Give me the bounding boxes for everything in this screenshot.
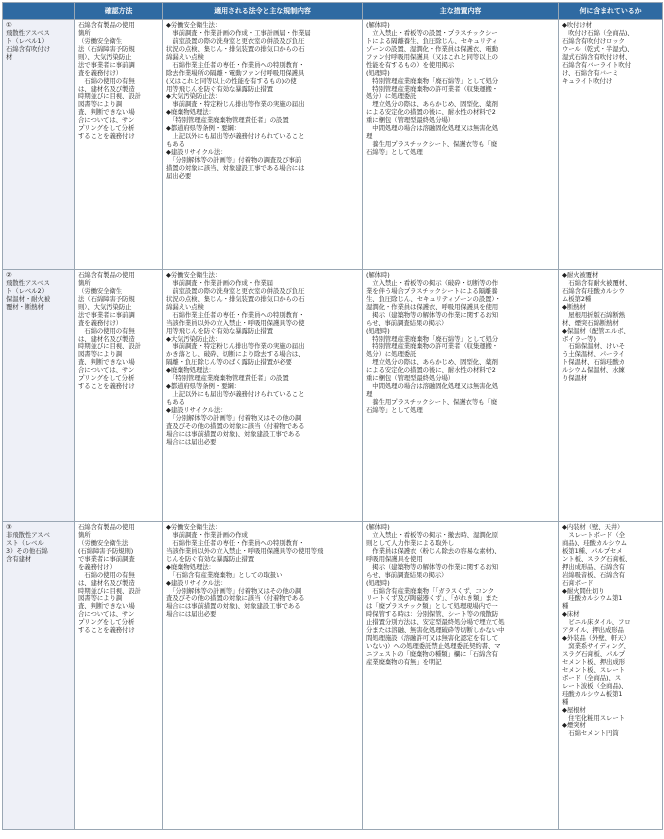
contained-text-line: 石綿含有バーライト吹付 — [562, 60, 632, 69]
contained-text-line: 石綿含有耐火被覆材、 — [562, 278, 632, 287]
check-method-cell — [75, 522, 163, 830]
law-text-line: 「石綿含有産業廃棄物」としての取扱い — [166, 570, 283, 579]
measure-text-line: 養生用プラスチックシート、保護衣等も「廃 — [366, 140, 498, 149]
check-text-line: 査を義務付け） — [78, 318, 123, 327]
contained-text-line: 石綿保温材、けいそ — [562, 342, 625, 351]
law-text-line: 除去作業場所の隔離・電動ファン付呼吸用保護具 — [166, 68, 305, 77]
contained-text-line: アタイル、押出成形品 — [562, 626, 624, 635]
check-text-line: 法（石綿障害予防規 — [78, 44, 135, 53]
measure-text-line: 立入禁止・看板等の掲示・撤去時、湿潤化原 — [366, 530, 499, 539]
measure-text-line: (処理時) — [366, 326, 390, 335]
check-text-line: 図書等により調 — [78, 594, 123, 603]
contained-text-line: ム板第2種 — [562, 294, 592, 303]
measure-text-line: 理 — [366, 390, 373, 399]
category-label-line: 材 — [6, 52, 13, 61]
check-text-line: は、建材名及び製造 — [78, 334, 135, 343]
law-text-line: 事前調査・作業計画の作成 — [166, 530, 248, 539]
law-text-line: ◆建設リサイクル法： — [166, 578, 227, 587]
category-cell — [3, 522, 75, 830]
measure-text-line: 立入禁止・看板等の掲示（破砕・切断等の作 — [366, 278, 499, 287]
law-text-line: 「分別解体等の計画等」付着物又はその他の調 — [166, 413, 302, 422]
law-text-line: ◆都道府県等条例・要綱： — [166, 124, 241, 133]
contained-text-line: 珪酸カルシウム第1 — [562, 594, 623, 603]
law-text-line: 場合には事前措置の対象)、対象建設工事である — [166, 429, 301, 438]
contained-in-cell — [559, 20, 663, 270]
contained-text-line: 石膏ボード — [562, 578, 594, 587]
check-method-cell — [75, 270, 163, 522]
law-text-line: ◆大気汚染防止法： — [166, 92, 222, 101]
law-text-line: (又はこれと同等以上の性能を有するもの)の使 — [166, 76, 297, 85]
check-text-line: 図書等により調 — [78, 100, 123, 109]
measure-text-line: 業を伴う場合プラスチックシートによる隔離養 — [366, 286, 498, 295]
check-text-line: 石綿の使用の有無 — [78, 76, 135, 85]
measure-text-line: 呼吸用保護具を使用 — [366, 554, 423, 563]
measure-text-line: 立入禁止・看板等の設置・プラスチックシー — [366, 28, 498, 37]
law-text-line: ◆労働安全衛生法： — [166, 21, 222, 29]
category-label-line: ト（レベル2） — [6, 286, 48, 295]
measure-text-line: ニフェストの「廃棄物の種類」欄に「石綿含有 — [366, 650, 498, 658]
check-text-line: プリングをして分析 — [78, 374, 135, 383]
header-row — [3, 3, 663, 20]
measure-text-line: 性能を有するもの）を使用掲示 — [366, 60, 455, 69]
law-text-line: 石綿作業主任者の専任・作業員への特別教育・ — [166, 538, 305, 547]
contained-text-line: ト保温材、石綿珪酸カ — [562, 358, 625, 367]
contained-text-line: 珪酸カルシウム板第1 — [562, 689, 623, 698]
check-text-line: 時期並びに目視、設計 — [78, 342, 141, 351]
table-row — [3, 20, 663, 270]
measure-text-line: ファン付呼吸用保護具（又はこれと同等以上の — [366, 52, 498, 61]
contained-text-line: セメント板、スレート — [562, 665, 625, 674]
law-text-line: 「分別解体等の計画等」付着物の調査及び事前 — [166, 155, 302, 164]
check-text-line: で事業者に事前調査 — [78, 554, 135, 563]
contained-text-line: ◆屋根材 — [562, 705, 586, 714]
check-text-line: 石綿含有製品の使用 — [78, 523, 135, 531]
category-label-line: ト（レベル1） — [6, 36, 48, 45]
law-text-line: 上記以外にも届出等が義務付けられていること — [166, 132, 305, 141]
contained-text-line: け、石綿含有バーミ — [562, 68, 619, 77]
check-text-line: 石綿含有製品の使用 — [78, 21, 135, 29]
law-text-line: 「分別解体等の計画等」付着物又はその他の調 — [166, 586, 302, 595]
measure-text-line: ゾーンの設置、湿潤化・作業員は保護衣、電動 — [366, 44, 498, 53]
check-text-line: 査、判断できない場 — [78, 108, 135, 117]
check-text-line: 合については、サン — [78, 366, 135, 375]
header-main-measures: 主な措置内容 — [363, 3, 559, 20]
main-measures-cell — [363, 522, 559, 830]
category-label-line: 3）その他石綿 — [6, 546, 48, 555]
law-text-line: 場合には届出必要 — [166, 610, 217, 619]
law-text-line: ◆廃棄物処理法： — [166, 366, 215, 375]
measure-text-line: 掲示（建築物等の解体等の作業に関するお知 — [366, 310, 499, 319]
contained-text-line: ビニル床タイル、フロ — [562, 618, 631, 627]
check-text-line: プリングをして分析 — [78, 124, 135, 133]
contained-text-line: セメント板、押出成形 — [562, 657, 625, 666]
measure-text-line: 湿潤化・作業員は保護衣、呼吸用保護具を使用 — [366, 302, 499, 311]
check-text-line: 則）、大気汚染防止 — [78, 302, 132, 311]
measure-text-line: 止措置分別方法は、安定型最終処分場で埋立て処 — [366, 618, 505, 627]
check-text-line: 法で事業者に事前調 — [78, 310, 135, 319]
law-text-line: 状況の点検、集じん・排気装置の排気口からの石 — [166, 294, 305, 303]
law-text-line: 措置の対象に該当、対象建設工事である場合には — [166, 163, 305, 172]
contained-text-line: ◆断熱材 — [562, 302, 586, 311]
header-applicable-law: 適用される法令と主な規制内容 — [163, 3, 363, 20]
contained-text-line: ◆床材 — [562, 610, 580, 619]
asbestos-regulation-table — [2, 2, 663, 830]
law-text-line: ◆建設リサイクル法： — [166, 405, 227, 414]
law-text-line: ◆労働安全衛生法： — [166, 523, 222, 531]
law-text-line: ◆都道府県等条例・要綱： — [166, 382, 241, 391]
contained-text-line: ント板、スラグ石膏板、 — [562, 554, 632, 563]
check-text-line: 合については、サン — [78, 610, 135, 619]
law-text-line: 用等飛じんを防ぐ有効な暴露防止措置 — [166, 326, 273, 335]
measure-text-line: 作業員は保護衣（粉じん除去の容易な素材)、 — [366, 546, 501, 555]
measure-text-line: (処理時) — [366, 578, 390, 587]
category-label-line: 飛散性アスベス — [6, 28, 50, 37]
measure-text-line: 掲示（建築物等の解体等の作業に関するお知 — [366, 562, 499, 571]
measure-text-line: 石綿含有産業廃棄物「「ガラスくず、コンク — [366, 586, 495, 595]
contained-text-line: レート波板（全商品)、 — [562, 681, 628, 690]
measure-text-line: (解体時) — [366, 523, 390, 531]
check-text-line: 箇所 — [78, 278, 91, 287]
contained-text-line: スラグ石膏板、パルプ — [562, 650, 625, 658]
check-text-line: は、建材名及び製造 — [78, 84, 135, 93]
category-label-line: 覆材・断熱材 — [6, 302, 44, 311]
measure-text-line: 理 — [366, 132, 373, 141]
contained-text-line: ◆耐火間仕切り — [562, 586, 605, 595]
contained-text-line: ◆耐火被覆材 — [562, 271, 599, 279]
measure-text-line: 間処理施設（溶融許可又は無害化認定を有して — [366, 634, 499, 643]
law-text-line: 隔離・負圧除じん等のばく露防止措置が必要 — [166, 358, 292, 367]
measure-text-line: による安定化の措置の後に、耐水性の材料で2 — [366, 108, 496, 117]
contained-text-line: ◆内装材（壁、天井） — [562, 523, 624, 531]
check-text-line: 査を義務付け） — [78, 68, 123, 77]
header-contained-in: 何に含まれているか — [559, 3, 663, 20]
law-text-line: 当該作業員以外の立入禁止・呼吸用保護具等の使 — [166, 318, 305, 327]
measure-text-line: 処分）に処理委託 — [366, 350, 417, 359]
table-row — [3, 270, 663, 522]
law-text-line: じんを防ぐ有効な暴露防止措置 — [166, 554, 255, 563]
measure-text-line: リートくず及び陶磁器くず」、「がれき類」また — [366, 594, 498, 603]
measure-text-line: 特別管理産業廃棄物の許可業者（収集運搬・ — [366, 84, 499, 93]
check-text-line: 図書等により調 — [78, 350, 123, 359]
check-text-line: （労働安全衛生 — [78, 36, 123, 45]
measure-text-line: らせ、事前調査結果の掲示） — [366, 570, 448, 579]
contained-text-line: 石綿含有吹付けロック — [562, 36, 625, 45]
contained-text-line: う土保温材、パーライ — [562, 350, 625, 359]
measure-text-line: 重に梱包（管理型最終処分場） — [366, 116, 455, 125]
header-check-method: 確認方法 — [75, 3, 163, 20]
law-text-line: ◆廃棄物処理法： — [166, 562, 215, 571]
measure-text-line: 分または溶融、無害化処理破砕等切断しかない中 — [366, 626, 505, 635]
check-text-line: 石綿の使用の有無 — [78, 570, 135, 579]
contained-text-line: り保温材 — [562, 374, 588, 383]
applicable-law-cell — [163, 270, 363, 522]
measure-text-line: による安定化の措置の後に、耐水性の材料で2 — [366, 366, 496, 375]
check-text-line: 法で事業者に事前調 — [78, 60, 135, 69]
law-text-line: 前室設置の際の洗身室と更衣室の併設及び負圧 — [166, 36, 305, 45]
contained-text-line: ◆煙突材 — [562, 721, 586, 730]
contained-text-line: スレートボード（全 — [562, 530, 625, 539]
contained-text-line: 石綿含有珪酸カルシウ — [562, 286, 625, 295]
category-number: ① — [6, 21, 12, 29]
contained-text-line: 岩綿吸音板、石綿含有 — [562, 570, 625, 579]
measure-text-line: 特別管理産業廃棄物「廃石綿等」として処分 — [366, 76, 499, 85]
category-label-line: 石綿含有吹付け — [6, 44, 51, 53]
contained-text-line: 押出成形品、石綿含有 — [562, 562, 625, 571]
contained-text-line: 商品)、珪酸カルシウム — [562, 538, 628, 547]
contained-in-cell — [559, 522, 663, 830]
law-text-line: 上記以外にも届出等が義務付けられていること — [166, 390, 305, 399]
category-label-line: 非飛散性アスベ — [6, 530, 50, 539]
law-text-line: 届出必要 — [166, 171, 192, 180]
law-text-line: 査及びその他の措置の対象に該当（付着物である — [166, 594, 305, 603]
category-label-line: スト（レベル — [6, 538, 44, 547]
law-text-line: ◆廃棄物処理法： — [166, 108, 215, 117]
contained-text-line: 湿式石綿含有吹付け材、 — [562, 52, 632, 61]
measure-text-line: 養生用プラスチックシート、保護衣等も「廃 — [366, 398, 498, 406]
contained-text-line: 板第1種、パルプセメ — [562, 546, 623, 555]
law-text-line: 前室設置の際の洗身室と更衣室の併設及び負圧 — [166, 286, 305, 295]
category-label-line: 保温材・耐火被 — [6, 294, 51, 303]
main-measures-cell — [363, 270, 559, 522]
contained-text-line: 窯業系サイディング、 — [562, 642, 630, 651]
contained-text-line: ◆保温材（配管エルボ、 — [562, 326, 630, 335]
contained-in-cell — [559, 270, 663, 522]
category-number: ② — [6, 271, 12, 279]
measure-text-line: らせ、事前調査結果の掲示） — [366, 318, 448, 327]
check-text-line: 則）、大気汚染防止 — [78, 52, 132, 61]
measure-text-line: いない)）への処理委託禁止処理委託契約書、マ — [366, 642, 501, 651]
check-text-line: 石綿の使用の有無 — [78, 326, 135, 335]
measure-text-line: 中間処理の場合は溶融固化処理又は無害化処 — [366, 124, 499, 133]
law-text-line: もある — [166, 140, 185, 149]
measure-text-line: 特別管理産業廃棄物の許可業者（収集運搬・ — [366, 342, 499, 351]
law-text-line: 綿漏えい点検 — [166, 302, 204, 311]
check-text-line: を義務付け） — [78, 562, 116, 571]
measure-text-line: 埋立処分の際は、あらかじめ、固型化、薬剤 — [366, 100, 498, 109]
law-text-line: 状況の点検、集じん・排気装置の排気口からの石 — [166, 44, 305, 53]
measure-text-line: 産業廃棄物の有無」を明記 — [366, 657, 442, 666]
contained-text-line: ◆吹付け材 — [562, 21, 592, 29]
law-text-line: 事前調査・作業計画の作成・作業届 — [166, 278, 273, 287]
law-text-line: 「特別管理産業廃棄物管理責任者」の設置 — [166, 116, 289, 125]
measure-text-line: (解体時) — [366, 21, 390, 29]
check-text-line: 査、判断できない場 — [78, 358, 135, 367]
main-measures-cell — [363, 20, 559, 270]
applicable-law-cell — [163, 522, 363, 830]
contained-text-line: 種 — [562, 602, 569, 611]
measure-text-line: は「廃プラスチック類」として処理現場内で一 — [366, 602, 498, 611]
category-label-line: 含有建材 — [6, 554, 32, 563]
law-text-line: 用等飛じんを防ぐ有効な暴露防止措置 — [166, 84, 273, 93]
law-text-line: 綿漏えい点検 — [166, 52, 204, 61]
measure-text-line: 処分）に処理委託 — [366, 92, 417, 101]
law-text-line: 「特別管理産業廃棄物管理責任者」の設置 — [166, 374, 289, 383]
check-text-line: 石綿含有製品の使用 — [78, 271, 135, 279]
measure-text-line: 埋立処分の際は、あらかじめ、固型化、薬剤 — [366, 358, 498, 367]
table-row — [3, 522, 663, 830]
law-text-line: 石綿作業主任者の専任・作業員への特別教育・ — [166, 60, 305, 69]
measure-text-line: 則として人力作業による取外し — [366, 538, 455, 547]
law-text-line: 事前調査・作業計画の作成・工事計画届・作業届 — [166, 28, 311, 37]
check-text-line: することを義務付け — [78, 382, 135, 391]
law-text-line: ◆建設リサイクル法： — [166, 148, 227, 156]
check-text-line: することを義務付け — [78, 626, 135, 635]
law-text-line: 査及びその他の措置の対象に該当（付着物である — [166, 421, 305, 430]
law-text-line: ◆大気汚染防止法： — [166, 334, 222, 343]
contained-text-line: キュライト吹付け — [562, 76, 613, 85]
law-text-line: かき落とし、破砕、切断により除去する場合は、 — [166, 350, 305, 359]
category-label-line: 飛散性アスベス — [6, 278, 50, 287]
contained-text-line: ボイラー等) — [562, 334, 596, 343]
category-number: ③ — [6, 523, 12, 531]
contained-text-line: 吹付け石綿（全商品)、 — [562, 28, 634, 37]
contained-text-line: 種 — [562, 697, 569, 706]
category-cell — [3, 270, 75, 522]
contained-text-line: ウール（乾式・半湿式)、 — [562, 44, 634, 53]
check-text-line: 合については、サン — [78, 116, 135, 125]
law-text-line: 事前調査・特定粉じん排出等作業の実施の届出 — [166, 342, 305, 351]
check-text-line: することを義務付け — [78, 132, 135, 141]
measure-text-line: 特別管理産業廃棄物「廃石綿等」として処分 — [366, 334, 499, 343]
measure-text-line: (処理時) — [366, 68, 390, 77]
law-text-line: もある — [166, 398, 185, 406]
check-text-line: プリングをして分析 — [78, 618, 135, 627]
contained-text-line: ボード（全商品)、ス — [562, 673, 622, 682]
check-text-line: 法（石綿障害予防規 — [78, 294, 135, 303]
measure-text-line: 石綿等」として処理 — [366, 148, 423, 156]
category-cell — [3, 20, 75, 270]
measure-text-line: 重に梱包（管理型最終処分場） — [366, 374, 455, 383]
check-text-line: (石綿障害予防規則) — [78, 546, 134, 555]
contained-text-line: 住宅化粧用スレート — [562, 713, 625, 722]
check-text-line: 時期並びに目視、設計 — [78, 92, 141, 101]
check-text-line: （労働安全衛生 — [78, 286, 123, 295]
applicable-law-cell — [163, 20, 363, 270]
check-text-line: は、建材名及び製造 — [78, 578, 135, 587]
check-method-cell — [75, 20, 163, 270]
measure-text-line: 生、負圧除じん、セキュリティゾーンの設置）・ — [366, 294, 501, 303]
contained-text-line: ◆外装品（外壁、軒天） — [562, 634, 630, 643]
check-text-line: 箇所 — [78, 28, 91, 37]
measure-text-line: トによる隔離養生、負圧除じん、セキュリティ — [366, 36, 498, 45]
header-category — [3, 3, 75, 20]
law-text-line: 事前調査・特定粉じん排出等作業の実施の届出 — [166, 100, 305, 109]
law-text-line: 場合には事前措置の対象)、対象建設工事である — [166, 602, 301, 611]
contained-text-line: 材、煙突石綿断熱材 — [562, 318, 619, 327]
measure-text-line: (解体時) — [366, 271, 390, 279]
check-text-line: 時期並びに目視、設計 — [78, 586, 141, 595]
law-text-line: 場合には届出必要 — [166, 437, 217, 446]
measure-text-line: 時保管する時は：分別保管、シート等の飛散防 — [366, 610, 499, 619]
law-text-line: ◆労働安全衛生法： — [166, 271, 222, 279]
measure-text-line: 石綿等」として処理 — [366, 405, 423, 414]
check-text-line: 査、判断できない場 — [78, 602, 135, 611]
check-text-line: 箇所 — [78, 530, 91, 539]
measure-text-line: 中間処理の場合は溶融固化処理又は無害化処 — [366, 382, 499, 391]
law-text-line: 石綿作業主任者の専任・作業員への特別教育・ — [166, 310, 305, 319]
contained-text-line: 屋根用折版石綿断熱 — [562, 310, 625, 319]
contained-text-line: ルシウム保温材、水練 — [562, 366, 625, 375]
check-text-line: （労働安全衛生法 — [78, 538, 129, 547]
law-text-line: 当該作業員以外の立入禁止・呼吸用保護具等の使用等飛 — [166, 546, 324, 555]
contained-text-line: 石綿セメント円筒 — [562, 729, 619, 738]
